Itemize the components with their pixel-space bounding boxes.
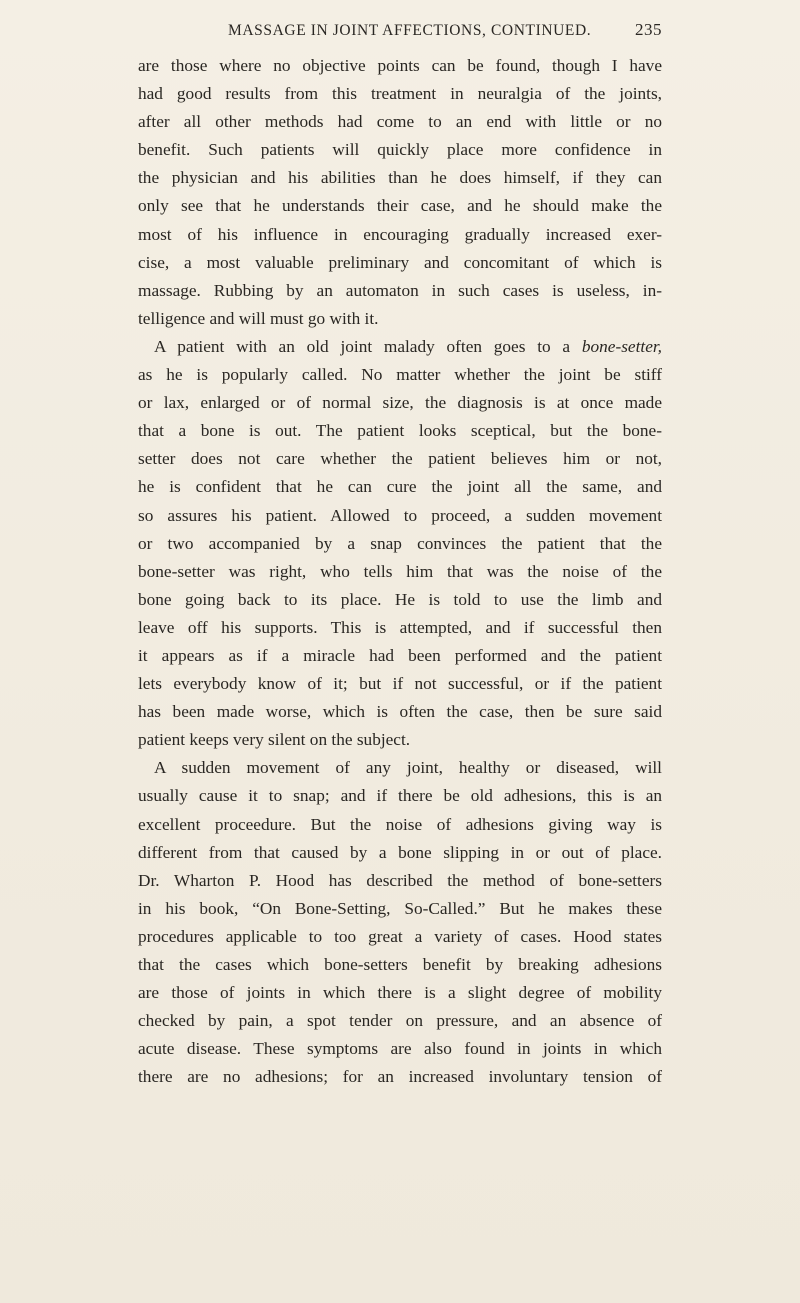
- text-line: the physician and his abilities than he does himself, if they can: [138, 168, 662, 188]
- running-head: [228, 14, 662, 42]
- text-line-with-italic: [138, 333, 662, 361]
- text-line: telligence and will must go with it.: [138, 308, 379, 328]
- text-line: acute disease. These symptoms are also found in joints in which: [138, 1039, 662, 1059]
- text-line: bone-setter was right, who tells him that was the noise of the: [138, 561, 662, 581]
- text-line: leave off his supports. This is attempted, and if successful then: [138, 617, 662, 637]
- text-line: there are no adhesions; for an increased involuntary tension of: [138, 1067, 662, 1087]
- text-line: or two accompanied by a snap convinces the patient that the: [138, 533, 662, 553]
- text-line: had good results from this treatment in neuralgia of the joints,: [138, 84, 662, 104]
- text-line: cise, a most valuable preliminary and concomitant of which is: [138, 252, 662, 272]
- text-line: only see that he understands their case, and he should make the: [138, 196, 662, 216]
- text-line: it appears as if a miracle had been performed and the patient: [138, 645, 662, 665]
- text-line: after all other methods had come to an end with little or no: [138, 112, 662, 132]
- text-line: bone going back to its place. He is told to use the limb and: [138, 589, 662, 609]
- text-line: A sudden movement of any joint, healthy or diseased, will: [154, 758, 662, 778]
- text-line: Dr. Wharton P. Hood has described the method of bone-setters: [138, 870, 662, 890]
- text-line: benefit. Such patients will quickly place more confidence in: [138, 140, 662, 160]
- text-line-part: A patient with an old joint malady often goes to a: [154, 336, 571, 356]
- running-head-title: MASSAGE IN JOINT AFFECTIONS, CONTINUED.: [228, 22, 592, 39]
- text-line: checked by pain, a spot tender on pressure, and an absence of: [138, 1011, 662, 1031]
- text-line: he is confident that he can cure the joint all the same, and: [138, 477, 662, 497]
- text-line: lets everybody know of it; but if not successful, or if the patient: [138, 674, 662, 694]
- text-line: excellent proceedure. But the noise of adhesions giving way is: [138, 814, 662, 834]
- text-line: as he is popularly called. No matter whether the joint be stiff: [138, 365, 662, 385]
- text-line: different from that caused by a bone slipping in or out of place.: [138, 842, 662, 862]
- text-line: are those of joints in which there is a slight degree of mobility: [138, 983, 662, 1003]
- text-line: in his book, “On Bone-Setting, So-Called.” But he makes these: [138, 898, 662, 918]
- text-line: patient keeps very silent on the subject.: [138, 730, 411, 750]
- text-line: usually cause it to snap; and if there be old adhesions, this is an: [138, 786, 662, 806]
- text-line: so assures his patient. Allowed to proceed, a sudden movement: [138, 505, 662, 525]
- italic-term: bone-setter,: [581, 336, 663, 356]
- page-number: 235: [635, 20, 662, 39]
- body-text: [138, 52, 662, 1091]
- text-line: has been made worse, which is often the case, then be sure said: [138, 702, 662, 722]
- text-line: that a bone is out. The patient looks sceptical, but the bone-: [138, 421, 662, 441]
- text-line: setter does not care whether the patient believes him or not,: [138, 449, 662, 469]
- text-line: that the cases which bone-setters benefit by breaking adhesions: [138, 955, 662, 974]
- text-line: or lax, enlarged or of normal size, the diagnosis is at once made: [138, 393, 662, 413]
- text-line: most of his influence in encouraging gradually increased exer-: [138, 224, 662, 244]
- text-line: procedures applicable to too great a variety of cases. Hood states: [138, 926, 662, 946]
- text-line: are those where no objective points can be found, though I have: [138, 56, 662, 75]
- text-line: massage. Rubbing by an automaton in such cases is useless, in-: [138, 280, 662, 300]
